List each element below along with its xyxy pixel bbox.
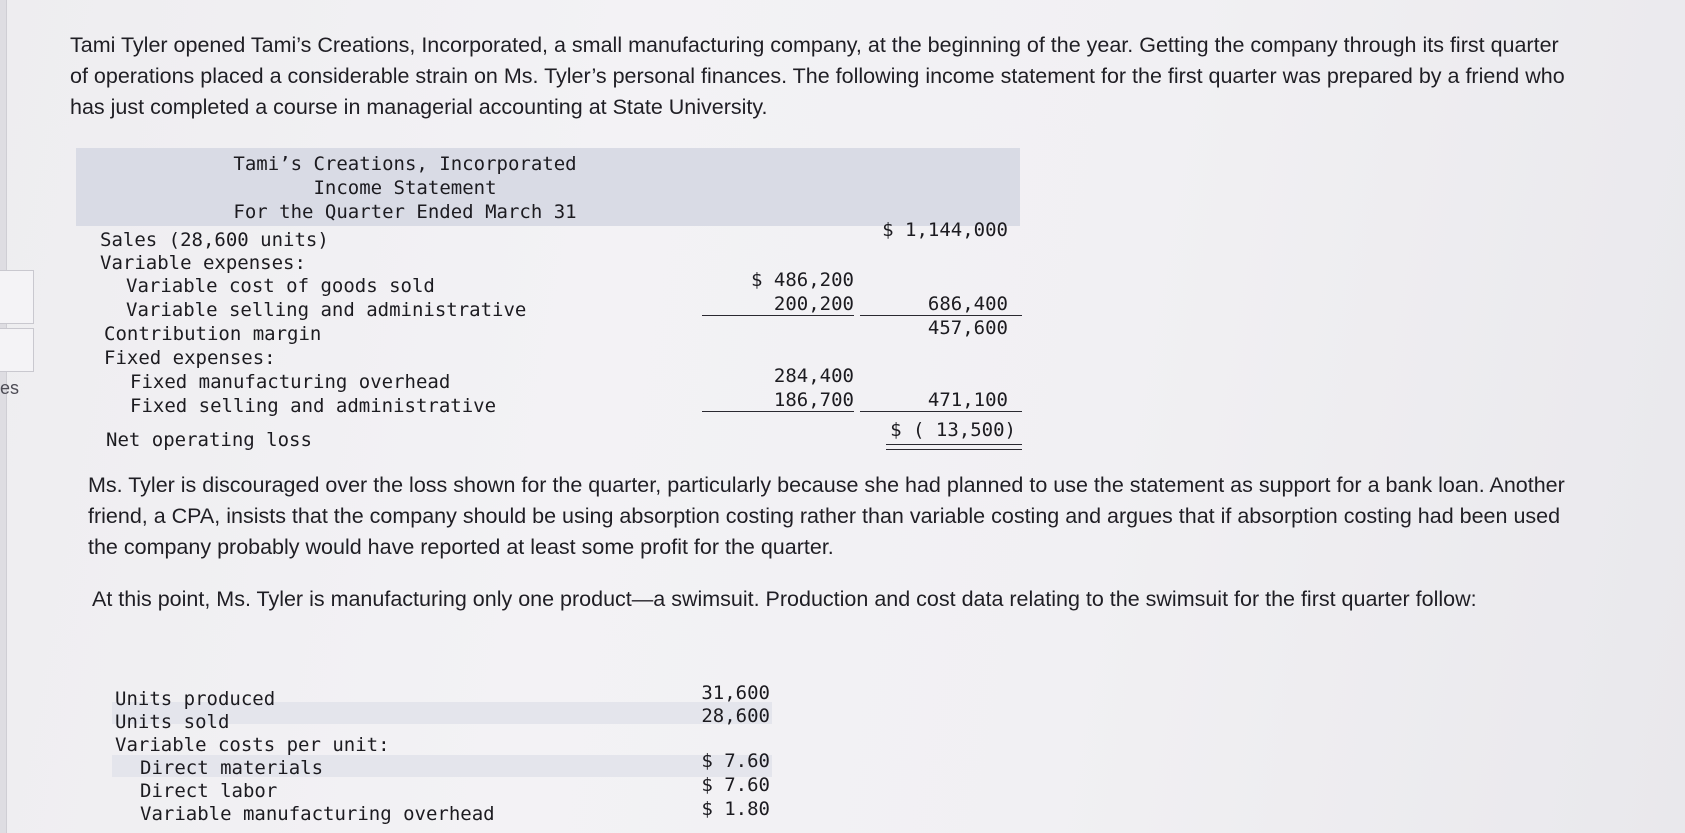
row-label-variable-cogs: Variable cost of goods sold	[126, 275, 435, 297]
double-underline-top	[886, 444, 1022, 445]
row-label-fixed-manufacturing-overhead: Fixed manufacturing overhead	[130, 371, 451, 393]
intro-paragraph: Tami Tyler opened Tami’s Creations, Incorporated, a small manufacturing company, at the beginning of the year. Getting the company through its first quarter of operations placed a considerable strain on Ms. Tyler’s personal finances. The following income statement for the first quarter was prepared by a friend who has just completed a course in managerial accounting at State University.	[70, 33, 1565, 119]
row-label-variable-selling-admin: Variable selling and administrative	[126, 299, 527, 321]
row-label-direct-labor: Direct labor	[140, 780, 278, 802]
value-units-sold: 28,600	[701, 705, 770, 727]
value-direct-materials: $ 7.60	[701, 750, 770, 772]
row-label-sales: Sales (28,600 units)	[100, 229, 329, 251]
value-fixed-manufacturing-overhead: 284,400	[773, 365, 854, 387]
value-total-variable-expenses: 686,400	[927, 293, 1008, 315]
row-label-fixed-selling-admin: Fixed selling and administrative	[130, 395, 497, 417]
row-label-units-produced: Units produced	[115, 688, 276, 710]
row-label-direct-materials: Direct materials	[140, 757, 324, 779]
statement-title: Income Statement	[313, 177, 497, 199]
value-sales: $ 1,144,000	[882, 219, 1008, 241]
production-intro-paragraph: At this point, Ms. Tyler is manufacturing only one product—a swimsuit. Production and cost data relating to the swimsuit for the first quarter follow:	[92, 587, 1477, 611]
loss-discussion-paragraph: Ms. Tyler is discouraged over the loss shown for the quarter, particularly because she had planned to use the statement as support for a bank loan. Another friend, a CPA, insists that the company should be using absorption costing rather than variable costing and argues that if absorption costing had been used the company probably would have reported at least some profit for the quarter.	[88, 473, 1565, 559]
underline-fixed-col1	[702, 411, 854, 412]
value-net-operating-loss: $ ( 13,500)	[890, 419, 1016, 441]
left-edge-strip	[0, 0, 7, 833]
side-label: es	[0, 378, 20, 398]
value-variable-cogs: $ 486,200	[751, 269, 854, 291]
underline-fixed-col2	[860, 411, 1022, 412]
statement-period: For the Quarter Ended March 31	[233, 201, 577, 223]
row-label-net-operating-loss: Net operating loss	[106, 429, 312, 451]
row-label-fixed-expenses: Fixed expenses:	[104, 347, 276, 369]
value-contribution-margin: 457,600	[927, 317, 1008, 339]
value-units-produced: 31,600	[701, 682, 770, 704]
underline-variable-col1	[702, 315, 854, 316]
value-total-fixed-expenses: 471,100	[927, 389, 1008, 411]
value-direct-labor: $ 7.60	[701, 774, 770, 796]
row-label-variable-costs-per-unit: Variable costs per unit:	[115, 734, 390, 756]
row-label-variable-manufacturing-overhead: Variable manufacturing overhead	[140, 803, 495, 825]
value-variable-manufacturing-overhead: $ 1.80	[701, 798, 770, 820]
row-label-contribution-margin: Contribution margin	[104, 323, 322, 345]
row-label-variable-expenses: Variable expenses:	[100, 252, 306, 274]
side-panel-box	[0, 270, 34, 324]
value-variable-selling-admin: 200,200	[773, 293, 854, 315]
double-underline-bottom	[886, 449, 1022, 450]
row-label-units-sold: Units sold	[115, 711, 230, 733]
value-fixed-selling-admin: 186,700	[773, 389, 854, 411]
company-name: Tami’s Creations, Incorporated	[233, 153, 577, 175]
side-panel-box	[0, 328, 34, 372]
